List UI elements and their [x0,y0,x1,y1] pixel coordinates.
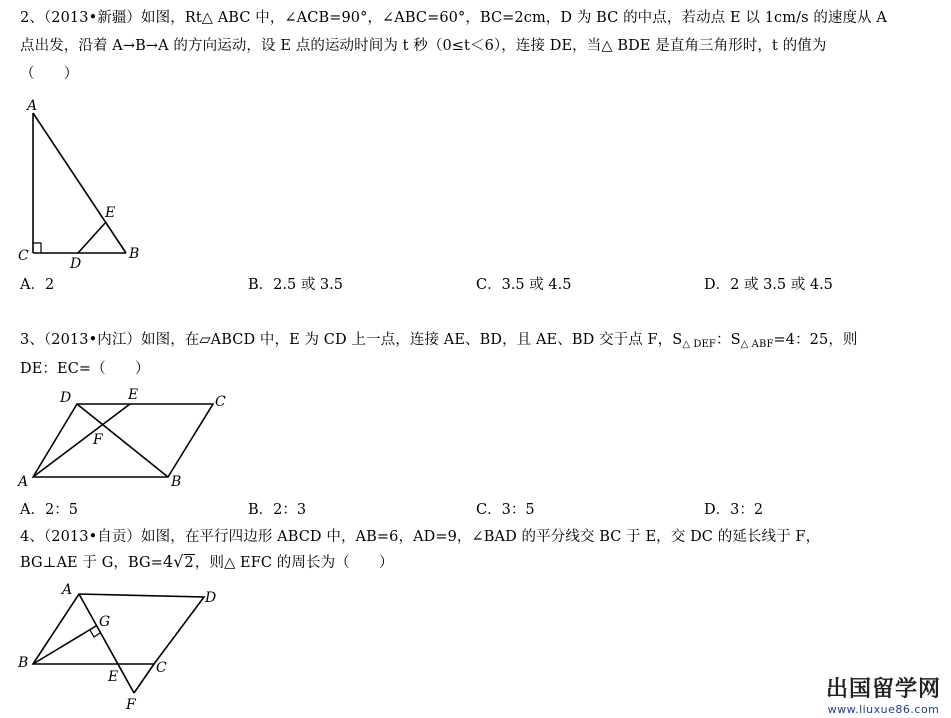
q2-figure-triangle [0,90,180,275]
q3-text-pre: 3、（2013•内江）如图，在▱ABCD 中，E 为 CD 上一点，连接 AE、BD，且 AE、BD 交于点 F，S [20,332,683,348]
q3-text-line2: DE：EC=（ ） [20,361,150,377]
q3-label-A: A [18,474,29,490]
q3-label-E: E [128,387,139,403]
q4-label-C: C [156,660,167,676]
watermark-logo [826,672,941,716]
q2-text-line1: 2、（2013•新疆）如图，Rt△ ABC 中，∠ACB=90°，∠ABC=60°，BC=2cm，D 为 BC 的中点，若动点 E 以 1cm/s 的速度从 A [20,10,888,26]
q3-option-a[interactable]: A．2：5 [20,502,78,518]
q4-label-G: G [99,614,111,630]
q2-option-c[interactable]: C．3.5 或 4.5 [476,277,572,293]
q3-text-post: =4：25，则 [773,332,858,348]
q2-label-C: C [18,248,29,264]
q4-text-line1: 4、（2013•自贡）如图，在平行四边形 ABCD 中，AB=6，AD=9，∠BAD 的平分线交 BC 于 E，交 DC 的延长线于 F， [20,529,821,545]
q4-bg-coefficient: 4 [162,552,174,571]
q4-figure-parallelogram [0,582,240,718]
q3-label-F: F [93,432,103,448]
q3-sub-def: △ DEF [682,339,716,350]
q2-label-D: D [70,256,82,272]
q3-figure-parallelogram [0,382,250,494]
q2-text-line2: 点出发，沿着 A→B→A 的方向运动，设 E 点的运动时间为 t 秒（0≤t＜6），连接 DE，当△ BDE 是直角三角形时，t 的值为 [20,38,827,54]
q2-option-d[interactable]: D．2 或 3.5 或 4.5 [704,277,833,293]
q4-label-E: E [108,669,119,685]
q4-radicand: 2 [184,555,194,571]
q2-option-a[interactable]: A．2 [20,277,55,293]
q3-text-mid: ：S [715,332,741,348]
q4-label-F: F [126,697,136,713]
watermark-url: www.liuxue86.com [827,703,940,716]
q2-label-B: B [129,246,140,262]
q3-label-D: D [60,390,72,406]
q4-label-A: A [62,582,73,598]
q2-label-E: E [105,205,116,221]
q3-sub-abf: △ ABF [740,339,774,350]
q4-label-D: D [205,590,217,606]
q4-text-line2 [20,551,394,572]
q3-text-line1 [20,328,858,350]
q4-text-pre: BG⊥AE 于 G，BG= [20,555,163,571]
q4-text-post: ，则△ EFC 的周长为（ ） [194,555,394,571]
q3-label-B: B [171,474,182,490]
watermark-title: 出国留学网 [825,677,941,702]
q2-label-A: A [27,98,38,114]
q2-text-line3: （ ） [20,66,79,82]
q4-sqrt [173,552,195,571]
q3-option-b[interactable]: B．2：3 [248,502,307,518]
q3-label-C: C [215,394,226,410]
q4-label-B: B [18,655,29,671]
sqrt-sign-icon: √ [173,552,184,571]
q3-option-d[interactable]: D．3：2 [704,502,764,518]
q2-option-b[interactable]: B．2.5 或 3.5 [248,277,343,293]
q3-option-c[interactable]: C．3：5 [476,502,535,518]
